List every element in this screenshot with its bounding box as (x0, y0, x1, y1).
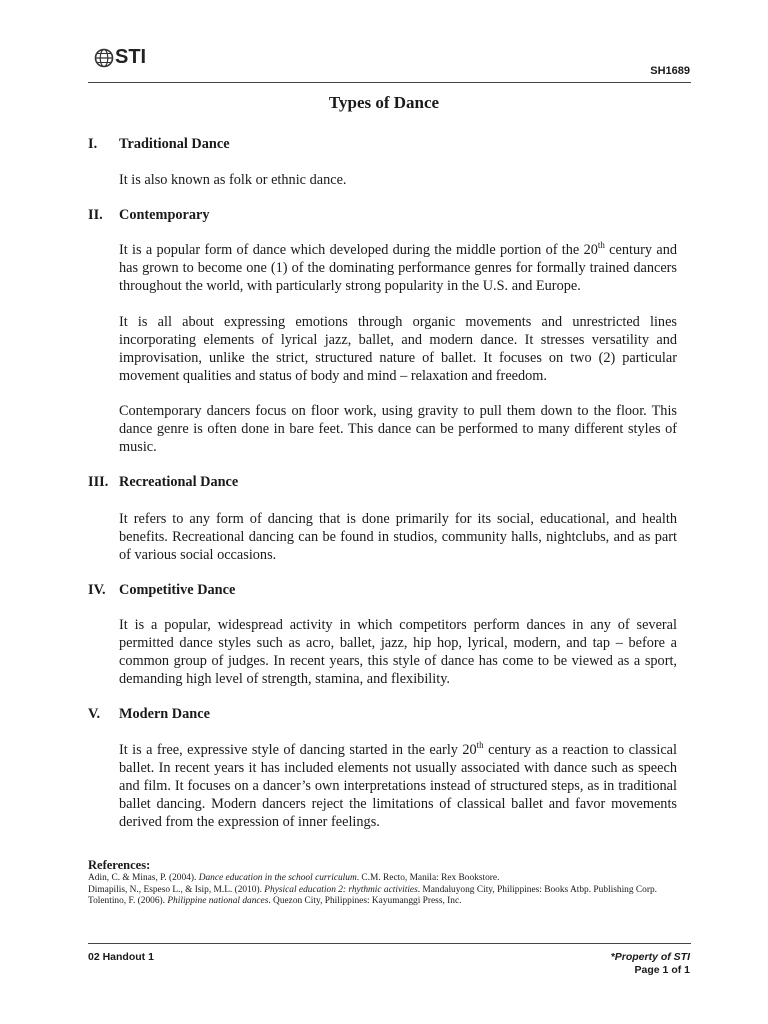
page-title: Types of Dance (328, 93, 440, 112)
reference-item (88, 896, 688, 908)
footer-right (611, 951, 690, 977)
paragraph (119, 741, 677, 831)
paragraph: It is also known as folk or ethnic dance. (119, 172, 347, 188)
reference-item (88, 873, 688, 885)
references-title: References: (88, 858, 151, 872)
section-title: Modern Dance (119, 706, 210, 722)
ref-publisher: . C.M. Recto, Manila: Rex Bookstore. (356, 873, 500, 883)
paragraph-text: century and has grown to become one (1) of the dominating performance genres for formally trained dancers throughout the world, with particularly strong popularity in the U.S. and Europe. (119, 242, 677, 294)
section-title: Recreational Dance (119, 474, 239, 490)
page-number: Page 1 of 1 (634, 964, 690, 976)
paragraph (119, 241, 677, 295)
ref-work: Philippine national dances (167, 896, 269, 906)
section-number: I. (88, 136, 98, 152)
document-number: SH1689 (650, 65, 690, 77)
ref-publisher: . Quezon City, Philippines: Kayumanggi Press, Inc. (268, 896, 462, 906)
handout-label: 02 Handout 1 (88, 951, 154, 963)
paragraph-text: It is a free, expressive style of dancing started in the early 20 (119, 742, 477, 758)
ref-authors: Dimapilis, N., Espeso L., & Isip, M.L. (2010). (88, 884, 265, 895)
section-heading-modern (88, 706, 210, 723)
references (88, 858, 688, 908)
reference-item (88, 885, 688, 897)
paragraph: It is a popular, widespread activity in which competitors perform dances in any of several permitted dance styles such as acro, ballet, jazz, hip hop, lyrical, modern, and tap – before a common group of judges. In recent years, this style of dance has come to be viewed as a sport, demanding high level of strength, stamina, and flexibility. (119, 617, 677, 687)
paragraph: Contemporary dancers focus on floor work, using gravity to pull them down to the floor. This dance genre is often done in bare feet. This dance can be performed to many different styles of music. (119, 403, 677, 455)
logo-text: STI (115, 46, 147, 68)
ref-authors: Adin, C. & Minas, P. (2004). (88, 873, 199, 883)
section-heading-contemporary (88, 207, 210, 224)
paragraph: It is all about expressing emotions through organic movements and unrestricted lines incorporating elements of lyrical jazz, ballet, and modern dance. It stresses versatility and improvisation, unlike the strict, structured nature of ballet. It focuses on two (2) particular movement qualities and status of body and mind – relaxation and freedom. (119, 314, 677, 384)
ref-publisher: . Mandaluyong City, Philippines: Books Atbp. Publishing Corp. (417, 884, 657, 895)
superscript: th (476, 740, 484, 751)
section-title: Traditional Dance (119, 136, 230, 152)
section-heading-traditional (88, 136, 230, 153)
header-divider (88, 82, 691, 83)
globe-icon (94, 48, 114, 68)
footer-divider (88, 943, 691, 944)
paragraph-text: century as a reaction to classical ballet. In recent years it has included elements not usually associated with dance such as speech and film. It focuses on a dancer’s own interpretations instead of structured steps, as in traditional ballet dancing. Modern dancers reject the limitations of classical ballet and favor movements derived from the expression of inner feelings. (119, 742, 677, 830)
superscript: th (597, 240, 605, 251)
section-number: V. (88, 706, 101, 722)
section-title: Competitive Dance (119, 582, 236, 598)
section-number: IV. (88, 582, 106, 598)
paragraph-text: It is a popular form of dance which developed during the middle portion of the 20 (119, 242, 598, 258)
paragraph: It refers to any form of dancing that is done primarily for its social, educational, and health benefits. Recreational dancing can be found in studios, community halls, nightclubs, and as part of various social occasions. (119, 511, 677, 563)
section-heading-competitive (88, 582, 235, 599)
section-number: II. (88, 207, 103, 223)
section-heading-recreational (88, 474, 238, 491)
ref-work: Physical education 2: rhythmic activities (264, 884, 418, 895)
section-number: III. (88, 474, 109, 490)
ref-authors: Tolentino, F. (2006). (88, 896, 168, 906)
ref-work: Dance education in the school curriculum (198, 873, 357, 883)
property-notice: *Property of STI (610, 951, 690, 963)
section-title: Contemporary (119, 207, 210, 223)
sti-logo (94, 46, 146, 69)
